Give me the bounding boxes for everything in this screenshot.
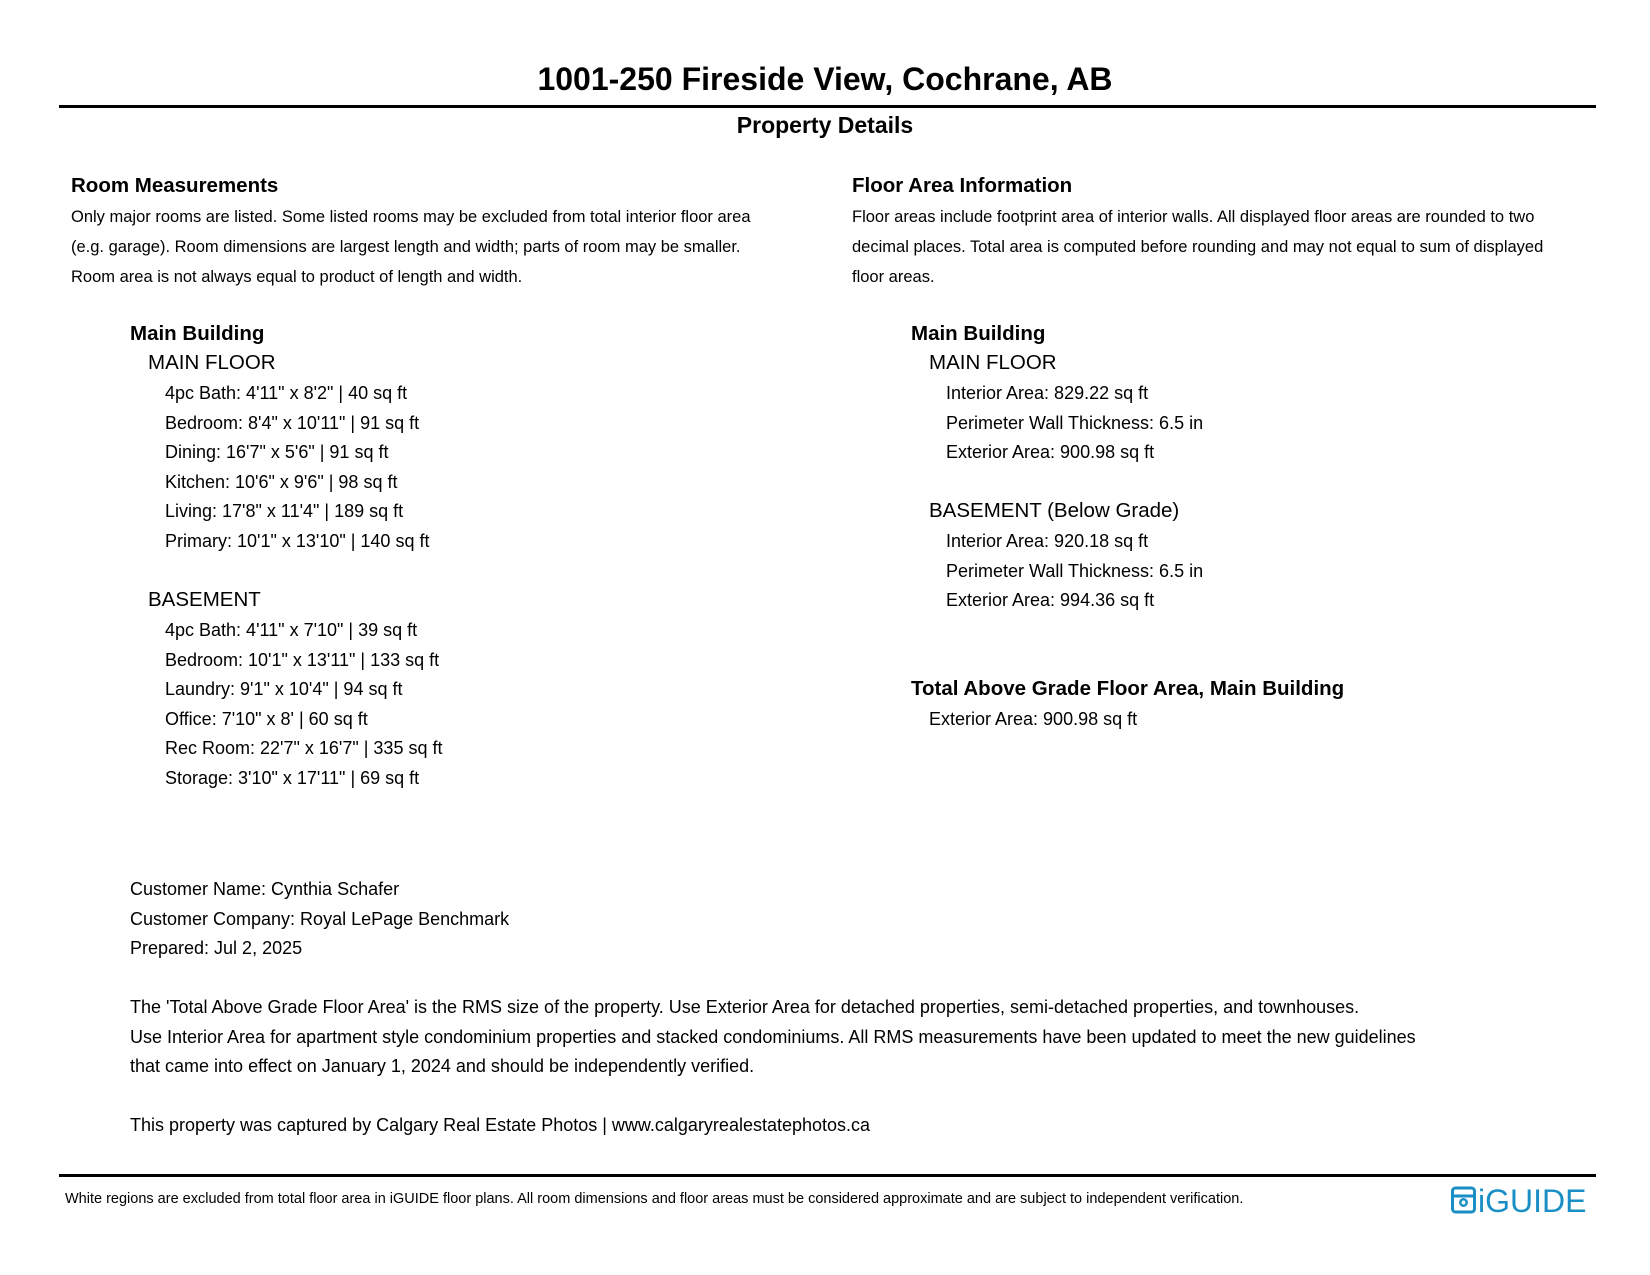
list-item: Office: 7'10" x 8' | 60 sq ft	[165, 708, 368, 729]
area-list-main	[946, 379, 1203, 468]
area-building-heading: Main Building	[911, 322, 1046, 345]
list-item: Perimeter Wall Thickness: 6.5 in	[946, 412, 1204, 433]
list-item: 4pc Bath: 4'11" x 7'10" | 39 sq ft	[165, 620, 418, 640]
list-item: Interior Area: 920.18 sq ft	[946, 531, 1149, 551]
note-line: (e.g. garage). Room dimensions are largest length and width; parts of room may be smaller.	[71, 238, 741, 256]
room-floor-heading-basement: BASEMENT	[148, 588, 261, 611]
room-measurements-note	[71, 202, 751, 292]
customer-info	[130, 875, 509, 964]
list-item: Bedroom: 10'1" x 13'11" | 133 sq ft	[165, 649, 440, 670]
list-item: Exterior Area: 900.98 sq ft	[946, 442, 1155, 462]
iguide-logo	[1451, 1183, 1587, 1217]
rms-note-line: Use Interior Area for apartment style condominium properties and stacked condominiums. All RMS measurements have been updated to meet the new guidelines	[130, 1026, 1416, 1047]
note-line: Floor areas include footprint area of interior walls. All displayed floor areas are rounded to two	[852, 208, 1535, 226]
list-item: Living: 17'8" x 11'4" | 189 sq ft	[165, 501, 404, 521]
list-item: Dining: 16'7" x 5'6" | 91 sq ft	[165, 442, 389, 462]
note-line: Only major rooms are listed. Some listed rooms may be excluded from total interior floor area	[71, 208, 751, 226]
total-area-heading: Total Above Grade Floor Area, Main Building	[911, 677, 1345, 700]
room-building-heading: Main Building	[130, 322, 265, 345]
list-item: Kitchen: 10'6" x 9'6" | 98 sq ft	[165, 471, 398, 492]
customer-company: Customer Company: Royal LePage Benchmark	[130, 908, 510, 929]
list-item: Rec Room: 22'7" x 16'7" | 335 sq ft	[165, 738, 443, 758]
area-floor-heading-basement: BASEMENT (Below Grade)	[929, 499, 1180, 522]
page-subtitle: Property Details	[736, 112, 914, 138]
captured-by: This property was captured by Calgary Real Estate Photos | www.calgaryrealestatephotos.ca	[130, 1115, 871, 1135]
list-item: Primary: 10'1" x 13'10" | 140 sq ft	[165, 530, 430, 551]
page-title: 1001-250 Fireside View, Cochrane, AB	[537, 61, 1113, 97]
room-list-main	[165, 379, 429, 556]
rms-note-line: The 'Total Above Grade Floor Area' is the RMS size of the property. Use Exterior Area for detached properties, semi-detached properties, and townhouses.	[130, 997, 1360, 1017]
prepared-date: Prepared: Jul 2, 2025	[130, 938, 303, 958]
list-item: 4pc Bath: 4'11" x 8'2" | 40 sq ft	[165, 383, 408, 403]
room-floor-heading-main: MAIN FLOOR	[148, 351, 276, 374]
list-item: Perimeter Wall Thickness: 6.5 in	[946, 560, 1204, 581]
header-rule	[59, 105, 1596, 108]
floor-area-note	[852, 202, 1543, 292]
footer-disclaimer: White regions are excluded from total floor area in iGUIDE floor plans. All room dimensions and floor areas must be considered approximate and are subject to independent verification.	[65, 1191, 1244, 1207]
area-list-basement	[946, 527, 1203, 616]
note-line: Room area is not always equal to product of length and width.	[71, 268, 523, 286]
list-item: Interior Area: 829.22 sq ft	[946, 383, 1149, 403]
customer-name: Customer Name: Cynthia Schafer	[130, 879, 400, 899]
list-item: Storage: 3'10" x 17'11" | 69 sq ft	[165, 767, 420, 788]
total-area-line: Exterior Area: 900.98 sq ft	[929, 709, 1138, 729]
note-line: decimal places. Total area is computed before rounding and may not equal to sum of displayed	[852, 238, 1544, 256]
floor-area-heading: Floor Area Information	[852, 174, 1073, 197]
room-list-basement	[165, 616, 442, 793]
logo-text: iGUIDE	[1478, 1183, 1587, 1217]
iguide-logo-icon	[1451, 1183, 1587, 1217]
list-item: Exterior Area: 994.36 sq ft	[946, 590, 1155, 610]
note-line: floor areas.	[852, 268, 935, 286]
room-measurements-heading: Room Measurements	[71, 174, 279, 197]
rms-note	[130, 993, 1416, 1082]
list-item: Bedroom: 8'4" x 10'11" | 91 sq ft	[165, 412, 420, 433]
area-floor-heading-main: MAIN FLOOR	[929, 351, 1057, 374]
rms-note-line: that came into effect on January 1, 2024 and should be independently verified.	[130, 1056, 755, 1076]
list-item: Laundry: 9'1" x 10'4" | 94 sq ft	[165, 679, 403, 699]
footer-rule	[59, 1174, 1596, 1177]
